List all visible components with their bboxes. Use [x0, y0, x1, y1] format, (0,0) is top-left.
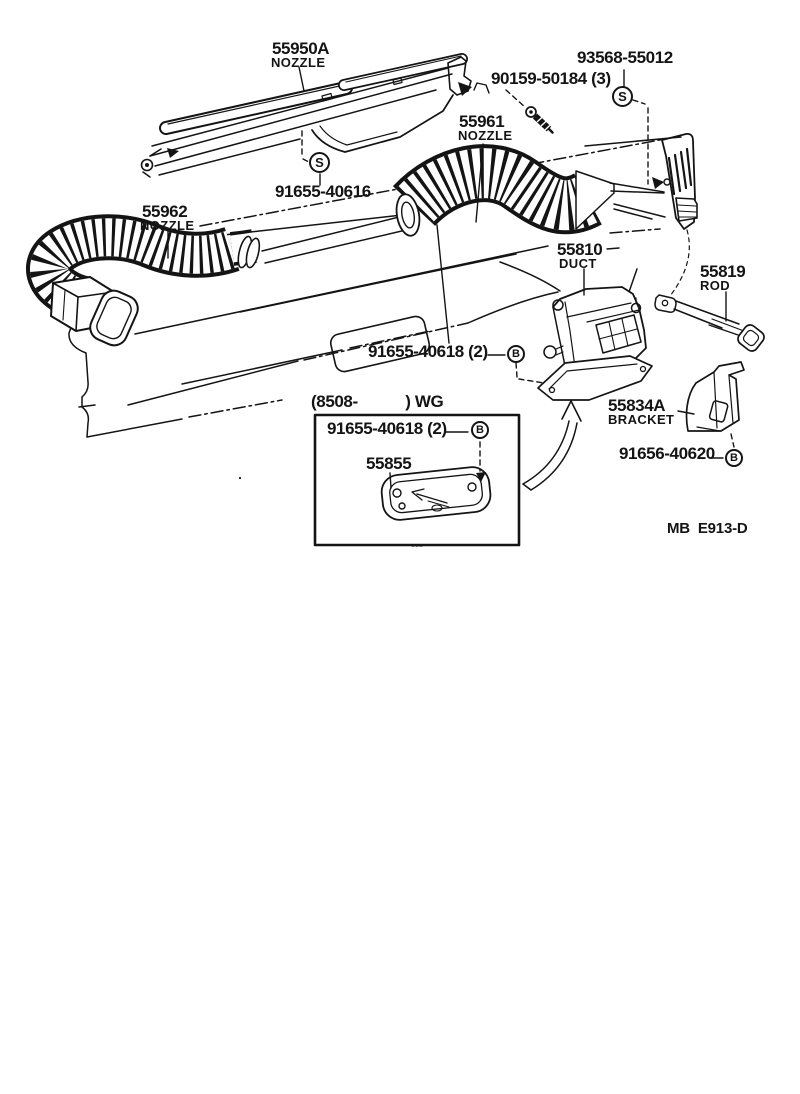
part-number-91656-40620[interactable]: 91656-40620 [619, 444, 715, 463]
part-number-91655-40616[interactable]: 91655-40616 [275, 182, 371, 201]
part-number-91655-40618-plate[interactable]: 91655-40618 (2) [327, 419, 447, 438]
variant-note-wg: (8508- ) WG [311, 392, 444, 411]
part-number-55961[interactable]: 55961 [459, 112, 505, 131]
plate-bolt-b-badge: B [471, 421, 489, 439]
part-name-55950a-nozzle: NOZZLE [271, 55, 326, 70]
screw-icon [526, 107, 553, 133]
part-number-90159-50184[interactable]: 90159-50184 (3) [491, 69, 611, 88]
part-number-55834a[interactable]: 55834A [608, 396, 666, 415]
part-name-55961-nozzle: NOZZLE [458, 128, 513, 143]
bracket-art [687, 362, 744, 431]
panel-end-vent-art [585, 134, 697, 296]
part-number-91655-40618-duct[interactable]: 91655-40618 (2) [368, 342, 488, 361]
control-rod-art [655, 295, 766, 353]
duct-bolt-b-badge: B [507, 345, 525, 363]
part-name-55962-nozzle: NOZZLE [140, 218, 195, 233]
part-number-55855[interactable]: 55855 [366, 454, 412, 473]
part-name-55819-rod: ROD [700, 278, 731, 293]
figure-code: MB E913-D [667, 520, 748, 537]
grommet-screw-s-badge: S [612, 86, 633, 107]
side-vent-art [51, 277, 142, 349]
pointer-arrow [523, 401, 581, 490]
part-number-55819[interactable]: 55819 [700, 262, 746, 281]
part-number-93568-55012[interactable]: 93568-55012 [577, 48, 673, 67]
part-number-55962[interactable]: 55962 [142, 202, 188, 221]
bracket-bolt-b-badge: B [725, 449, 743, 467]
part-number-55810[interactable]: 55810 [557, 240, 603, 259]
paper-dot [239, 477, 241, 479]
part-name-55810-duct: DUCT [559, 256, 597, 271]
center-defroster-hose-art [394, 171, 670, 238]
part-number-55950a[interactable]: 55950A [272, 39, 330, 58]
heater-duct-art [538, 287, 652, 400]
part-name-55834a-bracket: BRACKET [608, 412, 675, 427]
hole-plate-art [380, 465, 492, 521]
washer-bolt-s-badge: S [309, 152, 330, 173]
